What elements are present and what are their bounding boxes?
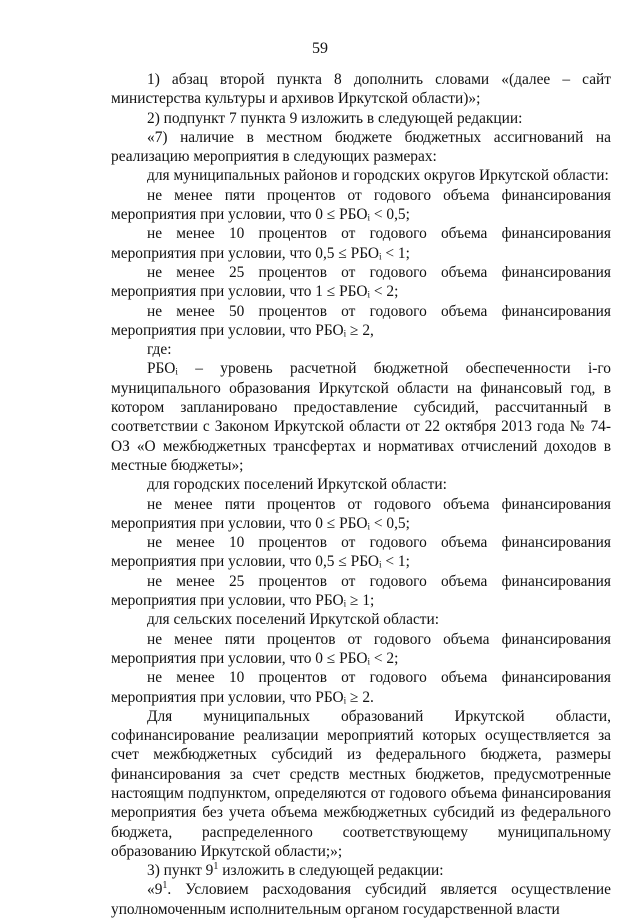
paragraph-urban-5pct: не менее пяти процентов от годового объема финансирования мероприятия при условии, что 0 ≤ РБОᵢ < 0,5; — [111, 495, 611, 532]
paragraph-amend-point-9-1 — [111, 861, 611, 880]
item3-before: 3) пункт 9 — [147, 862, 214, 880]
document-body — [111, 70, 611, 919]
quote91-before: «9 — [147, 881, 163, 899]
paragraph-districts-25pct: не менее 25 процентов от годового объема финансирования мероприятия при условии, что 1 ≤ РБОᵢ < 2; — [111, 263, 611, 301]
paragraph-districts-10pct: не менее 10 процентов от годового объема финансирования мероприятия при условии, что 0,5 ≤ РБОᵢ < 1; — [111, 225, 611, 262]
paragraph-amend-point-9: 2) подпункт 7 пункта 9 изложить в следующей редакции: — [147, 109, 523, 127]
paragraph-quote-9-1 — [111, 880, 611, 919]
item3-after: изложить в следующей редакции: — [218, 862, 444, 880]
paragraph-rural-10pct: не менее 10 процентов от годового объема финансирования мероприятия при условии, что РБОᵢ ≥ 2. — [111, 669, 611, 706]
paragraph-amend-point-8: 1) абзац второй пункта 8 дополнить словами «(далее – сайт министерства культуры и архивов Иркутской области)»; — [111, 71, 611, 108]
paragraph-federal-subsidies: Для муниципальных образований Иркутской области, софинансирование реализации мероприятий которых осуществляется за счет межбюджетных субсидий из федерального бюджета, размеры финансирования за счет средств местных бюджетов, предусмотренные настоящим подпунктом, определяются от годового объема финансирования мероприятия без учета объема межбюджетных субсидий из федерального бюджета, распределенного соответствующему муниципальному образованию Иркутской области;»; — [111, 707, 611, 860]
paragraph-districts-50pct: не менее 50 процентов от годового объема финансирования мероприятия при условии, что РБОᵢ ≥ 2, — [111, 302, 611, 339]
paragraph-where: где: — [147, 341, 172, 359]
paragraph-urban-25pct: не менее 25 процентов от годового объема финансирования мероприятия при условии, что РБОᵢ ≥ 1; — [111, 572, 611, 610]
paragraph-rural-heading: для сельских поселений Иркутской области: — [147, 611, 440, 629]
paragraph-rural-5pct: не менее пяти процентов от годового объема финансирования мероприятия при условии, что 0 ≤ РБОᵢ < 2; — [111, 630, 611, 667]
quote91-superscript: 1 — [162, 880, 168, 892]
quote91-after: . Условием расходования субсидий является осуществление уполномоченным исполнительным органом государственной власти — [111, 881, 611, 918]
page-number: 59 — [312, 40, 328, 57]
item3-superscript: 1 — [213, 861, 219, 873]
paragraph-districts-5pct: не менее пяти процентов от годового объема финансирования мероприятия при условии, что 0 ≤ РБОᵢ < 0,5; — [111, 186, 611, 224]
paragraph-rbo-definition: РБОᵢ – уровень расчетной бюджетной обеспеченности i-го муниципального образования Иркутской области на финансовый год, в котором запланировано предоставление субсидий, рассчитанный в соответствии с Законом Иркутской области от 22 октября 2013 года № 74-ОЗ «О межбюджетных трансфертах и нормативах отчислений доходов в местные бюджеты»; — [111, 360, 611, 474]
paragraph-subitem-7: «7) наличие в местном бюджете бюджетных ассигнований на реализацию мероприятия в следующих размерах: — [111, 128, 611, 166]
paragraph-urban-10pct: не менее 10 процентов от годового объема финансирования мероприятия при условии, что 0,5 ≤ РБОᵢ < 1; — [111, 534, 611, 571]
paragraph-districts-heading: для муниципальных районов и городских округов Иркутской области: — [147, 167, 609, 185]
paragraph-urban-heading: для городских поселений Иркутской области: — [147, 476, 447, 494]
